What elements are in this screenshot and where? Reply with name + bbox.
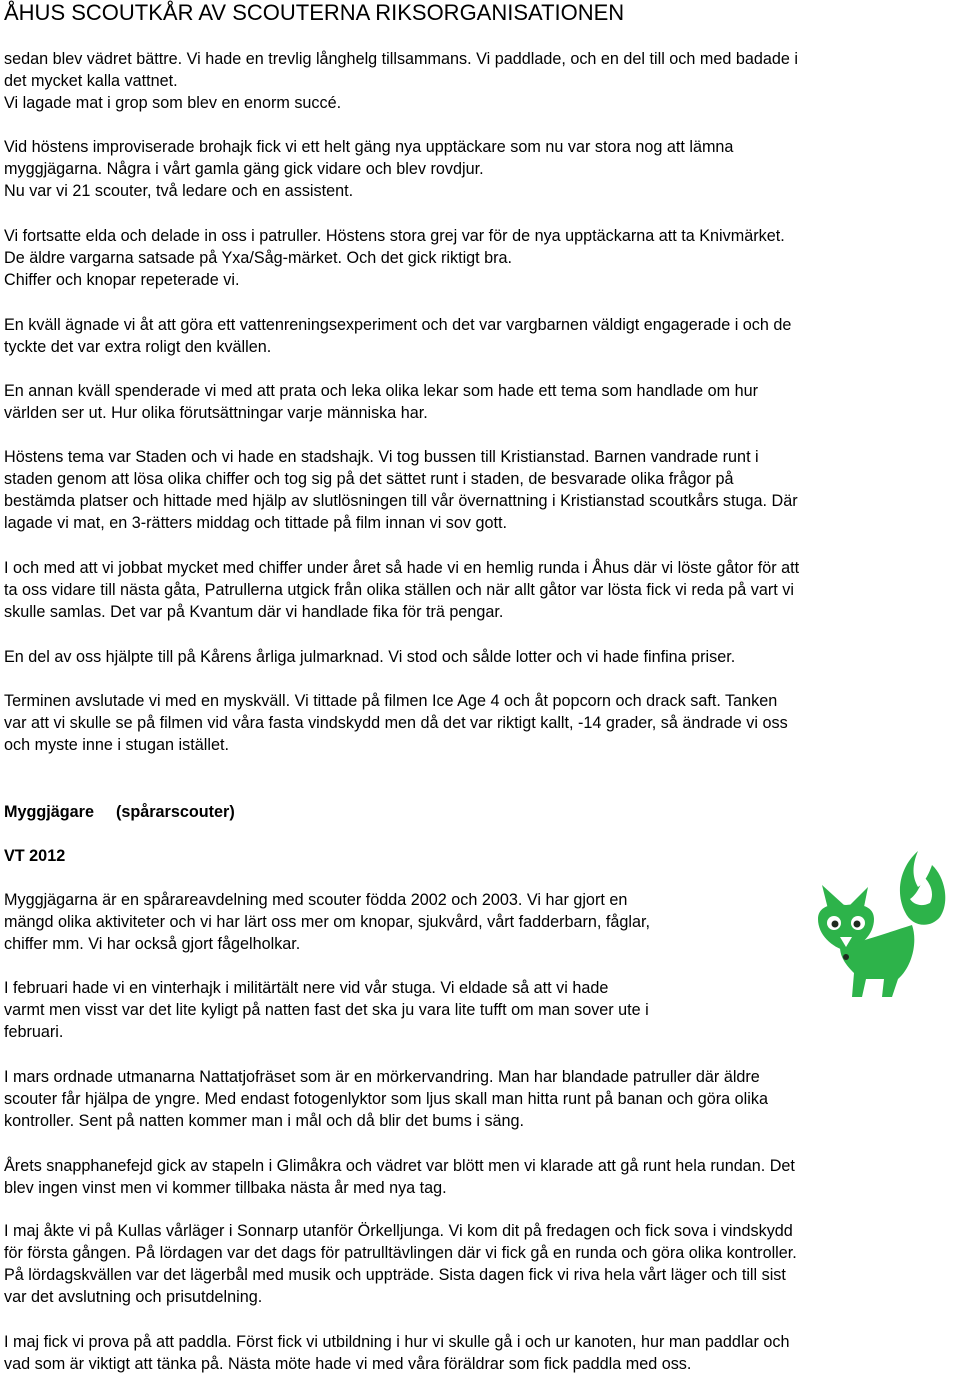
text-line: varmt men visst var det lite kyligt på natten fast det ska ju vara lite tufft om man sover ute i [4,1001,649,1019]
green-fox-icon [800,847,950,1002]
text-line: Årets snapphanefejd gick av stapeln i Glimåkra och vädret var blött men vi klarade att gå runt hela rundan. Det [4,1157,795,1175]
paragraph-weather [4,48,956,114]
text-line: Chiffer och knopar repeterade vi. [4,271,240,289]
section-paragraph-vinterhajk [4,977,794,1043]
text-line: februari. [4,1023,64,1041]
text-line: för första gången. På lördagen var det dags för patrulltävlingen där vi fick gå en runda och göra olika kontroller. [4,1244,797,1262]
section-paragraph-varlager [4,1220,956,1308]
paragraph-lekar [4,380,956,424]
text-line: I mars ordnade utmanarna Nattatjofräset som är en mörkervandring. Man har blandade patruller där äldre [4,1068,760,1086]
text-line: kontroller. Sent på natten kommer man i mål och då blir det bums i säng. [4,1112,525,1130]
text-line: I februari hade vi en vinterhajk i militärtält nere vid vår stuga. Vi eldade så att vi hade [4,979,609,997]
text-line: scouter får hjälpa de yngre. Med endast fotogenlyktor som ljus skall man hitta runt på banan och göra olika [4,1090,768,1108]
text-line: Nu var vi 21 scouter, två ledare och en assistent. [4,182,354,200]
paragraph-patruller [4,225,956,291]
paragraph-vattenrening [4,314,956,358]
text-line: var det avslutning och prisutdelning. [4,1288,263,1306]
text-line: Vid höstens improviserade brohajk fick vi ett helt gäng nya upptäckare som nu var stora nog att lämna [4,138,734,156]
text-line: En kväll ägnade vi åt att göra ett vattenreningsexperiment och det var vargbarnen väldigt engagerade i och de [4,316,792,334]
text-line: Terminen avslutade vi med en myskväll. Vi tittade på filmen Ice Age 4 och åt popcorn och drack saft. Tanken [4,692,778,710]
text-line: lagade vi mat, en 3-rätters middag och tittade på film innan vi sov gott. [4,514,507,532]
section-heading-name: Myggjägare [4,803,94,821]
text-line: sedan blev vädret bättre. Vi hade en trevlig långhelg tillsammans. Vi paddlade, och en del till och med badade i [4,50,798,68]
text-line: En del av oss hjälpte till på Kårens årliga julmarknad. Vi stod och sålde lotter och vi hade finfina priser. [4,648,736,666]
section-term: VT 2012 [4,847,66,865]
paragraph-chiffer-runda [4,557,956,623]
text-line: vad som är viktigt att tänka på. Nästa möte hade vi med våra föräldrar som fick paddla med oss. [4,1355,692,1373]
text-line: ta oss vidare till nästa gåta, Patrullerna utgick från olika ställen och när allt gåtor var lösta fick vi reda på vart vi [4,581,794,599]
text-line: var att vi skulle se på filmen vid våra fasta vindskydd men då det var riktigt kallt, -14 grader, så ändrade vi oss [4,714,788,732]
text-line: världen ser ut. Hur olika förutsättningar varje människa har. [4,404,428,422]
section-heading-subtitle: (spårarscouter) [115,803,235,821]
section-heading [4,801,235,823]
section-paragraph-intro [4,889,794,955]
section-paragraph-snapphanefejd [4,1155,956,1199]
text-line: I och med att vi jobbat mycket med chiffer under året så hade vi en hemlig runda i Åhus där vi löste gåtor för att [4,559,800,577]
page-title: ÅHUS SCOUTKÅR AV SCOUTERNA RIKSORGANISATIONEN [4,0,625,25]
text-line: och myste inne i stugan istället. [4,736,229,754]
text-line: myggjägarna. Några i vårt gamla gäng gick vidare och blev rovdjur. [4,160,484,178]
paragraph-brohajk [4,136,956,202]
paragraph-julmarknad [4,646,956,668]
text-line: mängd olika aktiviteter och vi har lärt oss mer om knopar, sjukvård, vårt fadderbarn, fåglar, [4,913,650,931]
text-line: I maj fick vi prova på att paddla. Först fick vi utbildning i hur vi skulle gå i och ur kanoten, hur man paddlar och [4,1333,790,1351]
text-line: De äldre vargarna satsade på Yxa/Såg-märket. Och det gick riktigt bra. [4,249,513,267]
text-line: Vi lagade mat i grop som blev en enorm succé. [4,94,342,112]
paragraph-myskvall [4,690,956,756]
text-line: skulle samlas. Det var på Kvantum där vi handlade fika för trä pengar. [4,603,504,621]
text-line: tyckte det var extra roligt den kvällen. [4,338,272,356]
text-line: Vi fortsatte elda och delade in oss i patruller. Höstens stora grej var för de nya upptäckarna att ta Knivmärket. [4,227,785,245]
section-paragraph-nattatjofraset [4,1066,956,1132]
text-line: bestämda platser och hittade med hjälp av slutlösningen till vår övernattning i Kristianstad scoutkårs stuga. Där [4,492,798,510]
section-paragraph-paddla [4,1331,956,1375]
text-line: blev ingen vinst men vi kommer tillbaka nästa år med nya tag. [4,1179,447,1197]
text-line: En annan kväll spenderade vi med att prata och leka olika lekar som hade ett tema som handlade om hur [4,382,759,400]
text-line: Höstens tema var Staden och vi hade en stadshajk. Vi tog bussen till Kristianstad. Barnen vandrade runt i [4,448,759,466]
text-line: I maj åkte vi på Kullas vårläger i Sonnarp utanför Örkelljunga. Vi kom dit på fredagen och fick sova i vindskydd [4,1222,793,1240]
text-line: chiffer mm. Vi har också gjort fågelholkar. [4,935,301,953]
text-line: staden genom att lösa olika chiffer och tog sig på det sättet runt i staden, de besvarade olika frågor på [4,470,734,488]
text-line: det mycket kalla vattnet. [4,72,178,90]
text-line: På lördagskvällen var det lägerbål med musik och uppträde. Sista dagen fick vi riva hela vårt läger och till sist [4,1266,786,1284]
paragraph-stadshajk [4,446,956,534]
text-line: Myggjägarna är en spårareavdelning med scouter födda 2002 och 2003. Vi har gjort en [4,891,628,909]
